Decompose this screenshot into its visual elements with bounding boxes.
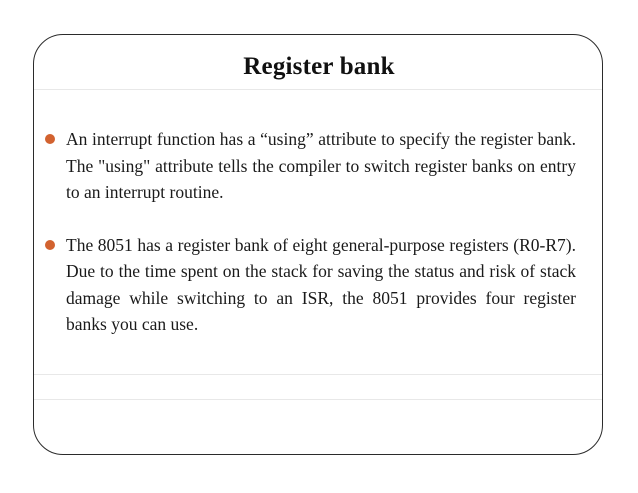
bullet-list <box>66 126 576 364</box>
divider-line <box>34 89 602 90</box>
bullet-text: An interrupt function has a “using” attribute to specify the register bank. The "using" attribute tells the compiler to switch register banks on entry to an interrupt routine. <box>66 129 576 202</box>
divider-line <box>34 374 602 375</box>
divider-line <box>34 399 602 400</box>
bullet-dot-icon <box>45 240 55 250</box>
bullet-dot-icon <box>45 134 55 144</box>
bullet-item <box>66 126 576 206</box>
slide-title: Register bank <box>243 53 395 80</box>
bullet-text: The 8051 has a register bank of eight general-purpose registers (R0-R7). Due to the time spent on the stack for saving the status and risk of stack damage while switching to an ISR, the 8051 provides four register banks you can use. <box>66 234 576 334</box>
bullet-item <box>66 232 576 338</box>
